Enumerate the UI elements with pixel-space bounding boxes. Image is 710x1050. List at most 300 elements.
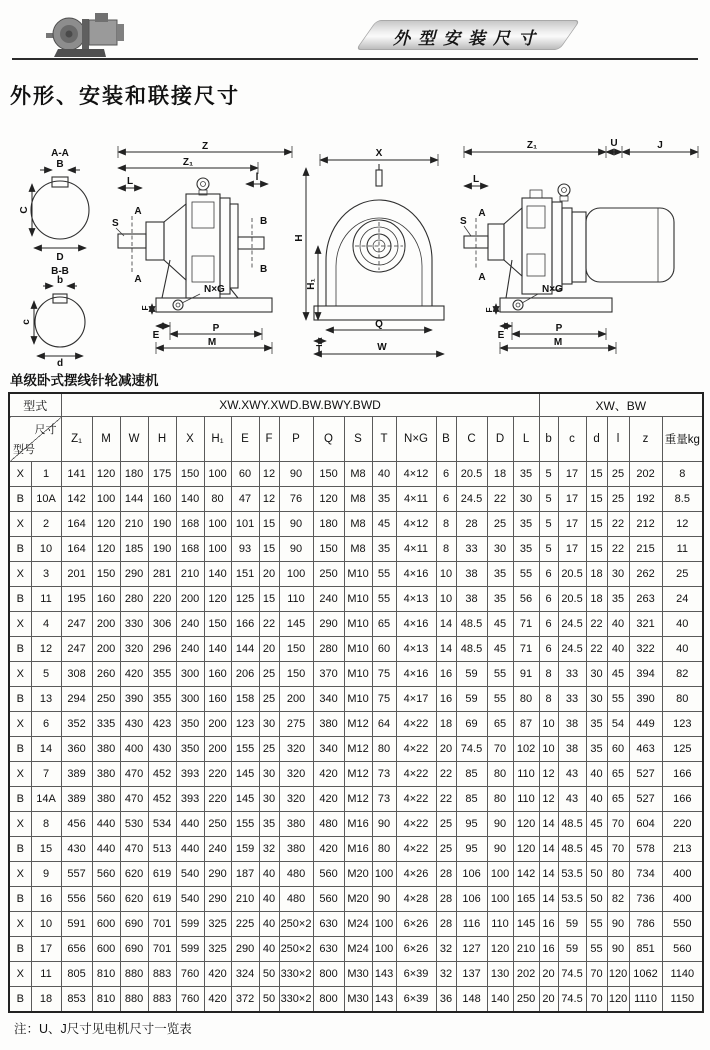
table-row bbox=[9, 987, 703, 1013]
value-cell: 150 bbox=[204, 612, 231, 637]
model-number-cell: 7 bbox=[31, 762, 61, 787]
value-cell: 200 bbox=[204, 712, 231, 737]
header-diagonal-cell bbox=[9, 417, 61, 462]
value-cell: 560 bbox=[92, 862, 120, 887]
model-number-cell: 15 bbox=[31, 837, 61, 862]
model-series-cell: B bbox=[9, 787, 31, 812]
value-cell: 65 bbox=[607, 762, 629, 787]
col-z: z bbox=[629, 417, 662, 462]
value-cell: 87 bbox=[513, 712, 539, 737]
dim-label-E: E bbox=[152, 330, 160, 341]
dim-label-L: L bbox=[126, 176, 134, 187]
value-cell: 6 bbox=[539, 612, 558, 637]
dim-label-T: T bbox=[315, 344, 323, 355]
value-cell: 240 bbox=[204, 837, 231, 862]
value-cell: 145 bbox=[279, 612, 313, 637]
col-D: D bbox=[487, 417, 513, 462]
value-cell: 370 bbox=[313, 662, 344, 687]
col-L: L bbox=[513, 417, 539, 462]
value-cell: 35 bbox=[586, 712, 607, 737]
value-cell: 320 bbox=[279, 787, 313, 812]
value-cell: 201 bbox=[61, 562, 92, 587]
value-cell: 220 bbox=[204, 787, 231, 812]
model-number-cell: 12 bbox=[31, 637, 61, 662]
value-cell: 100 bbox=[372, 912, 396, 937]
value-cell: 200 bbox=[279, 687, 313, 712]
value-cell: 110 bbox=[513, 762, 539, 787]
value-cell: 6 bbox=[539, 587, 558, 612]
value-cell: 123 bbox=[662, 712, 703, 737]
value-cell: 557 bbox=[61, 862, 92, 887]
value-cell: 599 bbox=[176, 912, 204, 937]
value-cell: 380 bbox=[92, 737, 120, 762]
value-cell: 6 bbox=[436, 462, 456, 487]
model-series-cell: B bbox=[9, 587, 31, 612]
value-cell: 55 bbox=[372, 562, 396, 587]
value-cell: 352 bbox=[61, 712, 92, 737]
value-cell: 18 bbox=[586, 562, 607, 587]
value-cell: 4×22 bbox=[396, 787, 436, 812]
value-cell: 880 bbox=[120, 987, 148, 1013]
value-cell: 1140 bbox=[662, 962, 703, 987]
col-S: S bbox=[344, 417, 372, 462]
banner-title: 外型安装尺寸 bbox=[393, 29, 543, 48]
value-cell: 30 bbox=[259, 712, 279, 737]
value-cell: 20 bbox=[259, 637, 279, 662]
value-cell: 30 bbox=[513, 487, 539, 512]
value-cell: M24 bbox=[344, 912, 372, 937]
value-cell: 206 bbox=[231, 662, 259, 687]
value-cell: 65 bbox=[487, 712, 513, 737]
dim-label-NxG-motor: N×G bbox=[542, 284, 563, 295]
value-cell: 22 bbox=[607, 537, 629, 562]
value-cell: 556 bbox=[61, 887, 92, 912]
value-cell: 190 bbox=[148, 537, 176, 562]
value-cell: 73 bbox=[372, 762, 396, 787]
value-cell: 4×22 bbox=[396, 762, 436, 787]
value-cell: M12 bbox=[344, 737, 372, 762]
value-cell: 160 bbox=[148, 487, 176, 512]
dim-label-H: H bbox=[294, 234, 305, 242]
value-cell: 4×26 bbox=[396, 862, 436, 887]
value-cell: 142 bbox=[513, 862, 539, 887]
value-cell: 470 bbox=[120, 787, 148, 812]
value-cell: 400 bbox=[662, 862, 703, 887]
model-series-cell: B bbox=[9, 887, 31, 912]
value-cell: 35 bbox=[487, 587, 513, 612]
value-cell: 335 bbox=[92, 712, 120, 737]
page-title: 外形、安装和联接尺寸 bbox=[10, 85, 240, 108]
value-cell: 306 bbox=[148, 612, 176, 637]
value-cell: 4×16 bbox=[396, 612, 436, 637]
value-cell: 420 bbox=[120, 662, 148, 687]
value-cell: 6×39 bbox=[396, 962, 436, 987]
value-cell: 322 bbox=[629, 637, 662, 662]
table-row bbox=[9, 712, 703, 737]
value-cell: 420 bbox=[313, 787, 344, 812]
value-cell: 36 bbox=[436, 987, 456, 1013]
value-cell: 22 bbox=[586, 637, 607, 662]
value-cell: 166 bbox=[231, 612, 259, 637]
value-cell: 400 bbox=[662, 887, 703, 912]
value-cell: 630 bbox=[313, 912, 344, 937]
value-cell: M20 bbox=[344, 887, 372, 912]
value-cell: 430 bbox=[61, 837, 92, 862]
model-series-cell: X bbox=[9, 462, 31, 487]
model-number-cell: 9 bbox=[31, 862, 61, 887]
value-cell: 164 bbox=[61, 512, 92, 537]
col-X: X bbox=[176, 417, 204, 462]
value-cell: 15 bbox=[586, 462, 607, 487]
value-cell: 355 bbox=[148, 662, 176, 687]
value-cell: 28 bbox=[436, 912, 456, 937]
table-row bbox=[9, 762, 703, 787]
page-banner bbox=[366, 20, 570, 50]
value-cell: 35 bbox=[513, 537, 539, 562]
value-cell: 883 bbox=[148, 987, 176, 1013]
section-aa-title: A-A bbox=[51, 148, 69, 159]
value-cell: 40 bbox=[586, 762, 607, 787]
value-cell: 100 bbox=[487, 887, 513, 912]
value-cell: 55 bbox=[513, 562, 539, 587]
value-cell: 55 bbox=[607, 687, 629, 712]
col-weight: 重量kg bbox=[662, 417, 703, 462]
value-cell: 55 bbox=[586, 912, 607, 937]
value-cell: 290 bbox=[231, 937, 259, 962]
value-cell: 110 bbox=[513, 787, 539, 812]
dim-label-NxG: N×G bbox=[204, 284, 225, 295]
value-cell: 74.5 bbox=[558, 987, 586, 1013]
value-cell: 20 bbox=[259, 562, 279, 587]
value-cell: 420 bbox=[204, 987, 231, 1013]
value-cell: 630 bbox=[313, 937, 344, 962]
value-cell: 144 bbox=[120, 487, 148, 512]
value-cell: 4×22 bbox=[396, 837, 436, 862]
value-cell: 45 bbox=[487, 637, 513, 662]
value-cell: 150 bbox=[279, 662, 313, 687]
value-cell: 30 bbox=[586, 662, 607, 687]
value-cell: 48.5 bbox=[558, 837, 586, 862]
value-cell: 150 bbox=[279, 637, 313, 662]
value-cell: 25 bbox=[487, 512, 513, 537]
value-cell: M10 bbox=[344, 637, 372, 662]
table-row bbox=[9, 862, 703, 887]
value-cell: 5 bbox=[539, 512, 558, 537]
value-cell: 1110 bbox=[629, 987, 662, 1013]
value-cell: 53.5 bbox=[558, 887, 586, 912]
model-number-cell: 16 bbox=[31, 887, 61, 912]
col-b: b bbox=[539, 417, 558, 462]
value-cell: 430 bbox=[148, 737, 176, 762]
value-cell: 40 bbox=[259, 912, 279, 937]
value-cell: 45 bbox=[586, 837, 607, 862]
value-cell: 20 bbox=[539, 987, 558, 1013]
value-cell: 883 bbox=[148, 962, 176, 987]
value-cell: 619 bbox=[148, 862, 176, 887]
value-cell: 620 bbox=[120, 862, 148, 887]
value-cell: 93 bbox=[231, 537, 259, 562]
value-cell: 65 bbox=[372, 612, 396, 637]
value-cell: 12 bbox=[539, 762, 558, 787]
value-cell: 300 bbox=[176, 662, 204, 687]
table-row bbox=[9, 787, 703, 812]
value-cell: 140 bbox=[176, 487, 204, 512]
model-series-cell: X bbox=[9, 662, 31, 687]
value-cell: 8 bbox=[436, 512, 456, 537]
model-series-cell: B bbox=[9, 487, 31, 512]
value-cell: 20.5 bbox=[456, 462, 487, 487]
table-row bbox=[9, 612, 703, 637]
value-cell: 48.5 bbox=[456, 637, 487, 662]
value-cell: 80 bbox=[607, 862, 629, 887]
value-cell: 70 bbox=[607, 837, 629, 862]
value-cell: 71 bbox=[513, 637, 539, 662]
model-number-cell: 18 bbox=[31, 987, 61, 1013]
value-cell: 527 bbox=[629, 762, 662, 787]
value-cell: 70 bbox=[487, 737, 513, 762]
motor-view-drawing bbox=[460, 138, 698, 354]
model-series-cell: X bbox=[9, 512, 31, 537]
side-view-drawing bbox=[112, 141, 292, 354]
value-cell: 120 bbox=[92, 512, 120, 537]
section-bb-drawing bbox=[21, 266, 85, 366]
dim-label-M: M bbox=[207, 337, 217, 348]
value-cell: 75 bbox=[372, 687, 396, 712]
dim-label-l: l bbox=[255, 172, 259, 183]
value-cell: 90 bbox=[279, 462, 313, 487]
value-cell: 80 bbox=[204, 487, 231, 512]
section-bb-title: B-B bbox=[51, 266, 69, 277]
value-cell: 250 bbox=[204, 812, 231, 837]
value-cell: M30 bbox=[344, 962, 372, 987]
value-cell: 120 bbox=[204, 587, 231, 612]
value-cell: 290 bbox=[204, 862, 231, 887]
value-cell: 100 bbox=[204, 537, 231, 562]
value-cell: 4×12 bbox=[396, 462, 436, 487]
value-cell: 50 bbox=[586, 887, 607, 912]
value-cell: 325 bbox=[204, 912, 231, 937]
value-cell: 25 bbox=[607, 487, 629, 512]
value-cell: 59 bbox=[558, 937, 586, 962]
dim-label-X: X bbox=[375, 148, 383, 159]
dim-label-U: U bbox=[610, 138, 618, 149]
value-cell: M10 bbox=[344, 687, 372, 712]
value-cell: 15 bbox=[259, 587, 279, 612]
value-cell: 690 bbox=[120, 937, 148, 962]
value-cell: 810 bbox=[92, 962, 120, 987]
value-cell: 6 bbox=[436, 487, 456, 512]
value-cell: 106 bbox=[456, 862, 487, 887]
table-row bbox=[9, 687, 703, 712]
dim-label-Q: Q bbox=[375, 319, 383, 330]
value-cell: 210 bbox=[120, 512, 148, 537]
value-cell: 4×16 bbox=[396, 662, 436, 687]
value-cell: 106 bbox=[456, 887, 487, 912]
value-cell: 390 bbox=[120, 687, 148, 712]
value-cell: 90 bbox=[372, 812, 396, 837]
table-row bbox=[9, 887, 703, 912]
value-cell: 22 bbox=[259, 612, 279, 637]
value-cell: M30 bbox=[344, 987, 372, 1013]
value-cell: 100 bbox=[279, 562, 313, 587]
value-cell: 389 bbox=[61, 787, 92, 812]
value-cell: 470 bbox=[120, 762, 148, 787]
model-series-cell: X bbox=[9, 812, 31, 837]
value-cell: 8 bbox=[539, 687, 558, 712]
value-cell: 180 bbox=[120, 462, 148, 487]
value-cell: 24.5 bbox=[558, 612, 586, 637]
value-cell: 321 bbox=[629, 612, 662, 637]
value-cell: 100 bbox=[204, 512, 231, 537]
value-cell: 240 bbox=[176, 612, 204, 637]
model-number-cell: 11 bbox=[31, 962, 61, 987]
value-cell: 330 bbox=[120, 612, 148, 637]
value-cell: 30 bbox=[586, 687, 607, 712]
dim-label-B: B bbox=[56, 159, 64, 170]
value-cell: 140 bbox=[204, 562, 231, 587]
value-cell: 45 bbox=[607, 662, 629, 687]
col-H1: H₁ bbox=[204, 417, 231, 462]
value-cell: 4×22 bbox=[396, 712, 436, 737]
value-cell: 95 bbox=[456, 837, 487, 862]
value-cell: 80 bbox=[662, 687, 703, 712]
value-cell: 4×11 bbox=[396, 487, 436, 512]
model-series-cell: X bbox=[9, 862, 31, 887]
dim-label-S: S bbox=[112, 218, 119, 229]
value-cell: 15 bbox=[586, 512, 607, 537]
value-cell: 560 bbox=[313, 862, 344, 887]
value-cell: 275 bbox=[279, 712, 313, 737]
value-cell: 10 bbox=[436, 562, 456, 587]
model-number-cell: 4 bbox=[31, 612, 61, 637]
value-cell: 33 bbox=[558, 687, 586, 712]
value-cell: 35 bbox=[513, 462, 539, 487]
value-cell: 35 bbox=[487, 562, 513, 587]
value-cell: 180 bbox=[313, 512, 344, 537]
value-cell: 25 bbox=[259, 662, 279, 687]
value-cell: 150 bbox=[313, 537, 344, 562]
value-cell: 64 bbox=[372, 712, 396, 737]
value-cell: M10 bbox=[344, 662, 372, 687]
table-row bbox=[9, 637, 703, 662]
section-mark-A-top-motor: A bbox=[478, 208, 486, 219]
value-cell: 14 bbox=[539, 862, 558, 887]
value-cell: 701 bbox=[148, 912, 176, 937]
value-cell: 53.5 bbox=[558, 862, 586, 887]
value-cell: 25 bbox=[259, 687, 279, 712]
value-cell: 4×17 bbox=[396, 687, 436, 712]
value-cell: 440 bbox=[92, 812, 120, 837]
value-cell: 110 bbox=[487, 912, 513, 937]
model-number-cell: 6 bbox=[31, 712, 61, 737]
value-cell: 145 bbox=[513, 912, 539, 937]
dim-label-E-motor: E bbox=[497, 330, 505, 341]
value-cell: 90 bbox=[372, 887, 396, 912]
value-cell: 215 bbox=[629, 537, 662, 562]
value-cell: 90 bbox=[487, 812, 513, 837]
model-series-cell: B bbox=[9, 987, 31, 1013]
value-cell: 110 bbox=[279, 587, 313, 612]
value-cell: 360 bbox=[61, 737, 92, 762]
model-number-cell: 2 bbox=[31, 512, 61, 537]
value-cell: 4×11 bbox=[396, 537, 436, 562]
value-cell: 148 bbox=[456, 987, 487, 1013]
value-cell: 28 bbox=[436, 862, 456, 887]
value-cell: 150 bbox=[313, 462, 344, 487]
value-cell: 30 bbox=[607, 562, 629, 587]
value-cell: 247 bbox=[61, 612, 92, 637]
value-cell: 40 bbox=[607, 612, 629, 637]
value-cell: 95 bbox=[456, 812, 487, 837]
value-cell: 159 bbox=[231, 837, 259, 862]
model-series-cell: X bbox=[9, 712, 31, 737]
value-cell: 47 bbox=[231, 487, 259, 512]
value-cell: 120 bbox=[607, 962, 629, 987]
value-cell: 38 bbox=[558, 712, 586, 737]
value-cell: 54 bbox=[607, 712, 629, 737]
value-cell: 308 bbox=[61, 662, 92, 687]
footnote: 注：U、J尺寸见电机尺寸一览表 bbox=[14, 1022, 192, 1036]
dim-label-M-motor: M bbox=[553, 337, 563, 348]
value-cell: 220 bbox=[662, 812, 703, 837]
table-row bbox=[9, 937, 703, 962]
value-cell: 530 bbox=[120, 812, 148, 837]
col-NxG: N×G bbox=[396, 417, 436, 462]
value-cell: 32 bbox=[436, 962, 456, 987]
value-cell: 213 bbox=[662, 837, 703, 862]
value-cell: 70 bbox=[607, 812, 629, 837]
value-cell: 75 bbox=[372, 662, 396, 687]
value-cell: 166 bbox=[662, 787, 703, 812]
value-cell: 65 bbox=[607, 787, 629, 812]
value-cell: 4×22 bbox=[396, 812, 436, 837]
value-cell: 143 bbox=[372, 987, 396, 1013]
value-cell: 60 bbox=[607, 737, 629, 762]
value-cell: 393 bbox=[176, 787, 204, 812]
value-cell: 470 bbox=[120, 837, 148, 862]
value-cell: 760 bbox=[176, 962, 204, 987]
value-cell: 71 bbox=[513, 612, 539, 637]
value-cell: 120 bbox=[313, 487, 344, 512]
value-cell: 340 bbox=[313, 737, 344, 762]
value-cell: 82 bbox=[607, 887, 629, 912]
value-cell: 70 bbox=[586, 987, 607, 1013]
value-cell: M10 bbox=[344, 612, 372, 637]
value-cell: 853 bbox=[61, 987, 92, 1013]
value-cell: 137 bbox=[456, 962, 487, 987]
value-cell: 800 bbox=[313, 962, 344, 987]
value-cell: 591 bbox=[61, 912, 92, 937]
value-cell: 35 bbox=[259, 812, 279, 837]
header-model-type: 型式 bbox=[9, 393, 61, 417]
dim-label-S-motor: S bbox=[460, 216, 467, 227]
value-cell: 380 bbox=[92, 762, 120, 787]
dim-label-Z: Z bbox=[201, 141, 209, 152]
value-cell: 15 bbox=[586, 537, 607, 562]
value-cell: 10 bbox=[539, 712, 558, 737]
value-cell: 290 bbox=[120, 562, 148, 587]
value-cell: 116 bbox=[456, 912, 487, 937]
value-cell: 380 bbox=[313, 712, 344, 737]
value-cell: 15 bbox=[586, 487, 607, 512]
value-cell: 240 bbox=[176, 637, 204, 662]
section-mark-B-bottom: B bbox=[260, 264, 268, 275]
value-cell: 440 bbox=[176, 837, 204, 862]
table-row bbox=[9, 962, 703, 987]
value-cell: 5 bbox=[539, 487, 558, 512]
value-cell: 15 bbox=[259, 537, 279, 562]
dim-label-P-motor: P bbox=[555, 323, 563, 334]
